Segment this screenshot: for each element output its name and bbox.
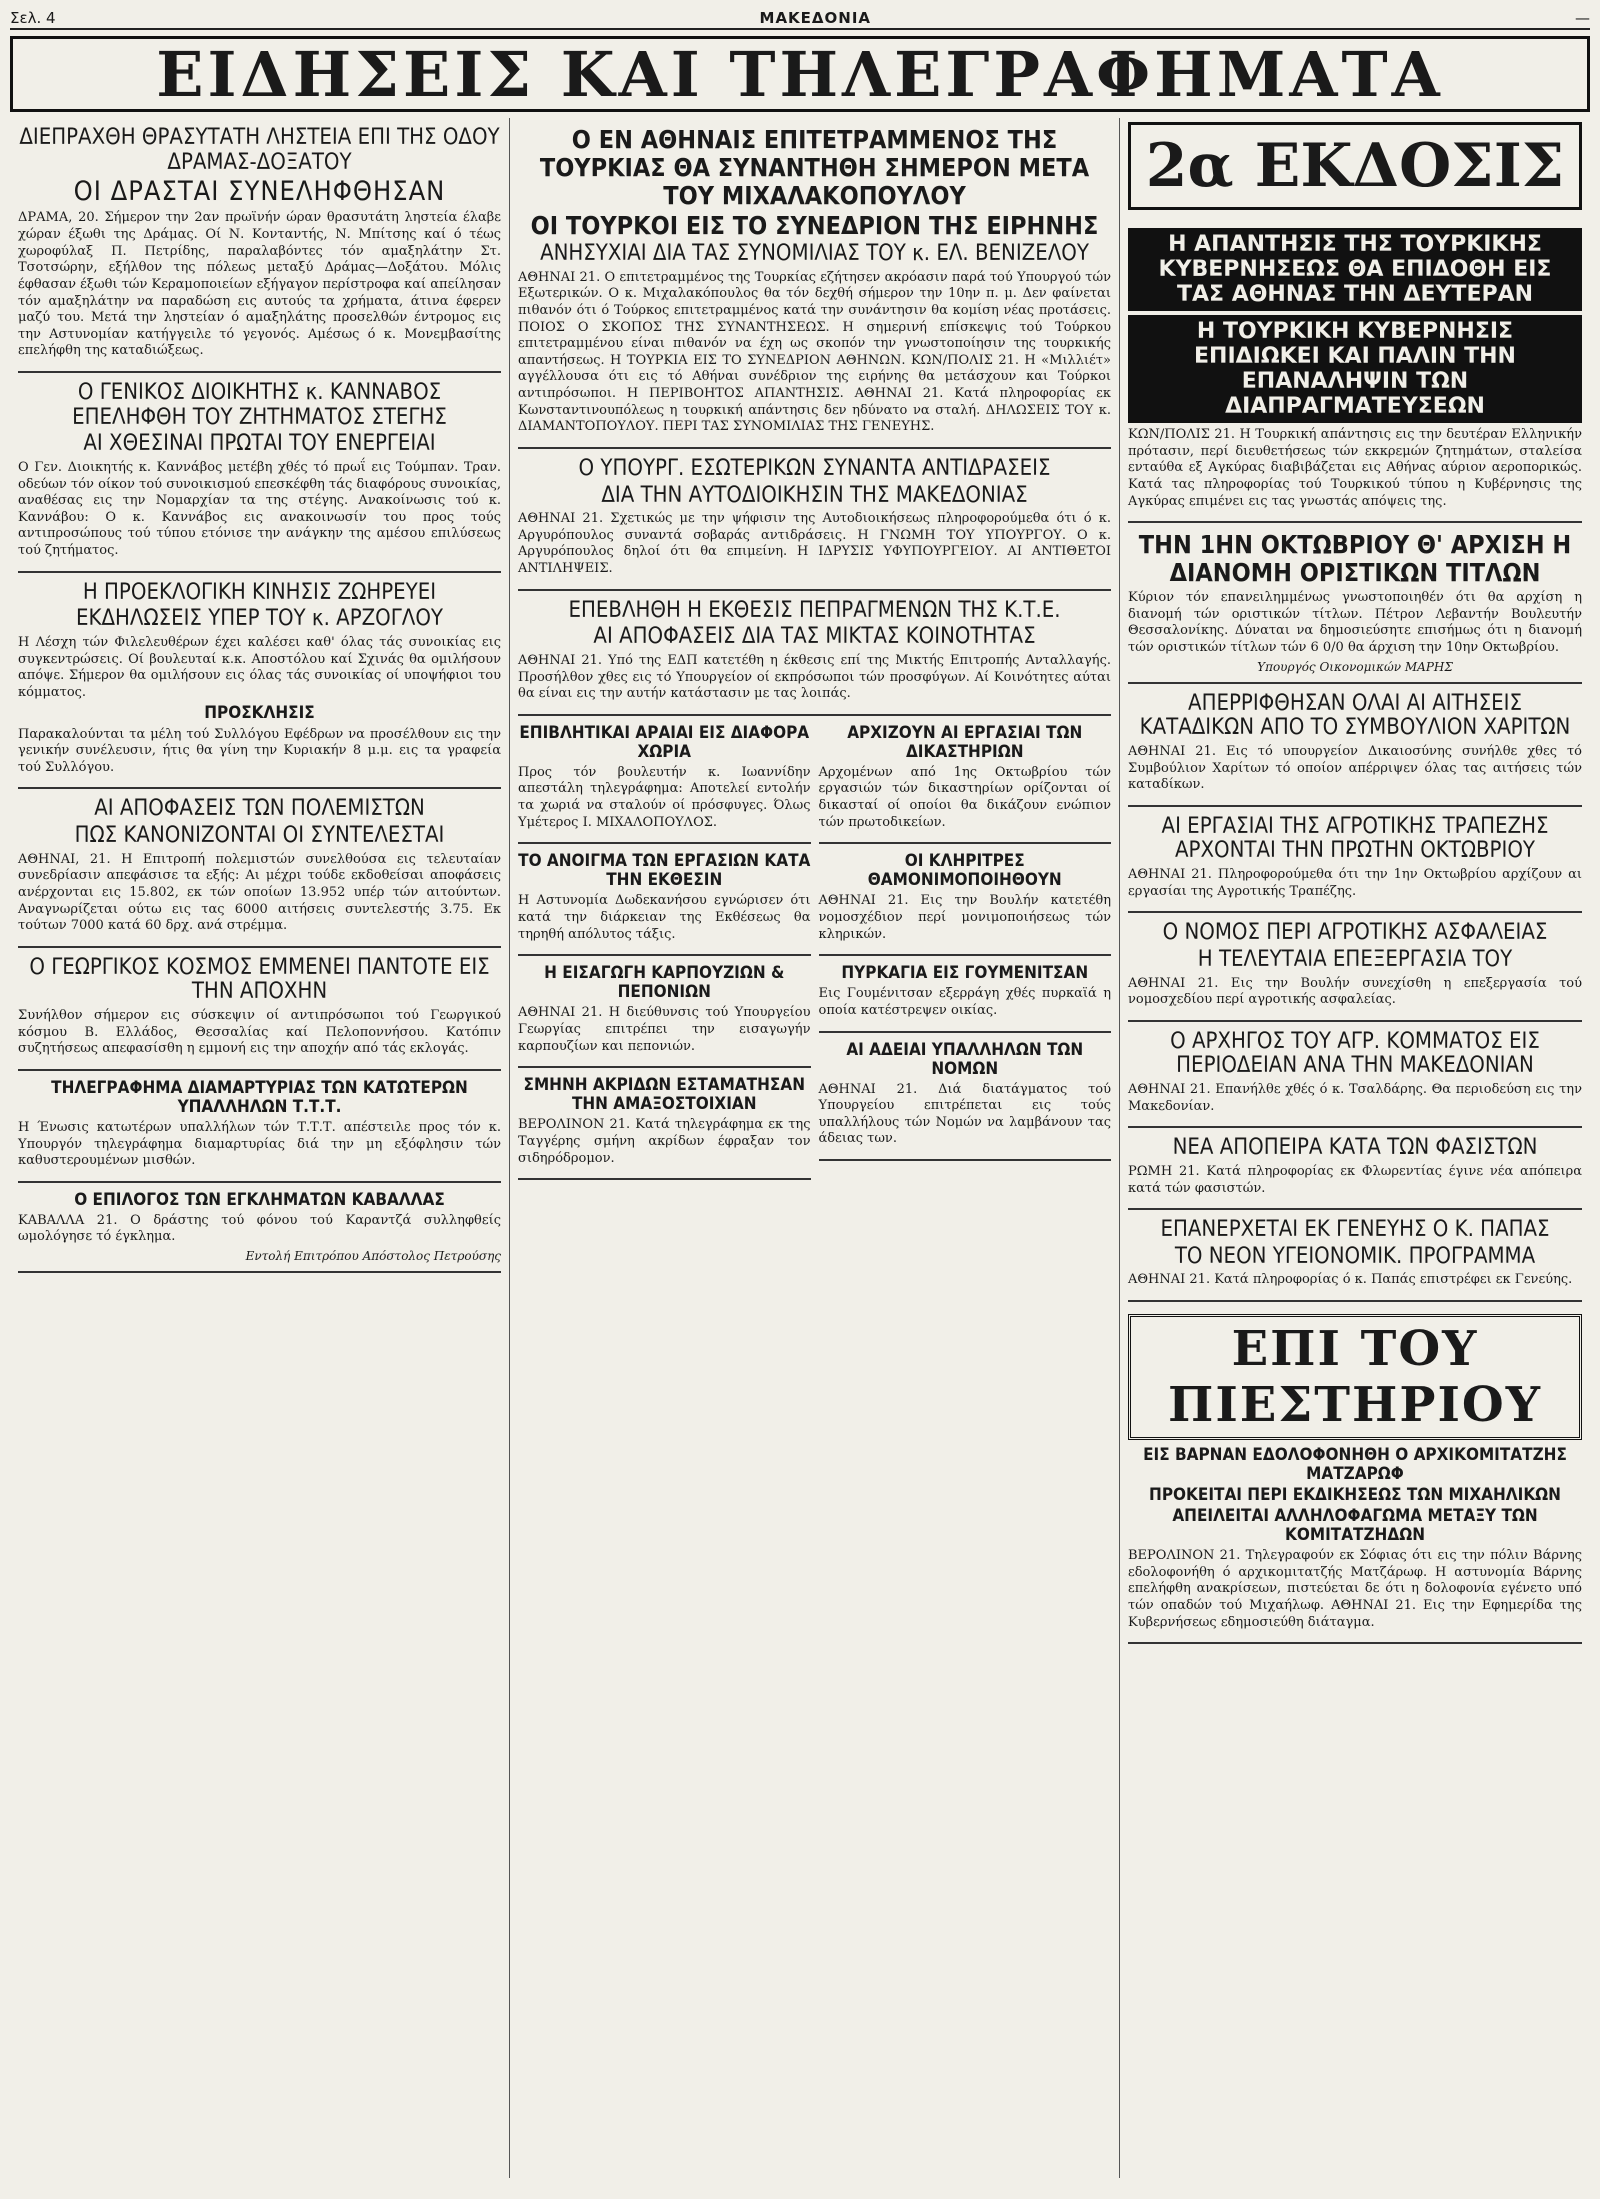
- headline: Ο ΕΝ ΑΘΗΝΑΙΣ ΕΠΙΤΕΤΡΑΜΜΕΝΟΣ ΤΗΣ ΤΟΥΡΚΙΑΣ ΘΑ ΣΥΝΑΝΤΗΘΗ ΣΗΜΕΡΟΝ ΜΕΤΑ ΤΟΥ ΜΙΧΑΛΑΚΟΠΟΥΛΟΥ: [539, 125, 1090, 210]
- subheadline: ΑΙ ΑΠΟΦΑΣΕΙΣ ΔΙΑ ΤΑΣ ΜΙΚΤΑΣ ΚΟΙΝΟΤΗΤΑΣ: [593, 624, 1036, 650]
- article-body: ΑΘΗΝΑΙ 21. Επανήλθε χθές ό κ. Τσαλδάρης. Θα περιοδεύση εις την Μακεδονίαν.: [1128, 1082, 1582, 1114]
- edition-label: 2α ΕΚΔΟΣΙΣ: [1128, 122, 1582, 210]
- article-body: Εις Γουμένιτσαν εξερράγη χθές πυρκαϊά η οποία κατέστρεψεν οικίας.: [818, 986, 1111, 1018]
- headline: Ο ΓΕΝΙΚΟΣ ΔΙΟΙΚΗΤΗΣ κ. ΚΑΝΝΑΒΟΣ ΕΠΕΛΗΦΘΗ ΤΟΥ ΖΗΤΗΜΑΤΟΣ ΣΤΕΓΗΣ: [72, 380, 447, 430]
- subheadline: ΑΙ ΧΘΕΣΙΝΑΙ ΠΡΩΤΑΙ ΤΟΥ ΕΝΕΡΓΕΙΑΙ: [83, 431, 436, 457]
- article-titles: [1128, 523, 1582, 684]
- page-header-line: [10, 8, 1590, 30]
- headline: Ο ΑΡΧΗΓΟΣ ΤΟΥ ΑΓΡ. ΚΟΜΜΑΤΟΣ ΕΙΣ ΠΕΡΙΟΔΕΙΑΝ ΑΝΑ ΤΗΝ ΜΑΚΕΔΟΝΙΑΝ: [1170, 1028, 1540, 1079]
- middle-subcolumns: [518, 716, 1111, 1180]
- section-banner: ΕΙΔΗΣΕΙΣ ΚΑΙ ΤΗΛΕΓΡΑΦΗΜΑΤΑ: [10, 36, 1590, 112]
- article-body: ΡΩΜΗ 21. Κατά πληροφορίας εκ Φλωρεντίας έγινε νέα απόπειρα κατά τών φασιστών.: [1128, 1163, 1582, 1196]
- headline: ΑΠΕΡΡΙΦΘΗΣΑΝ ΟΛΑΙ ΑΙ ΑΙΤΗΣΕΙΣ ΚΑΤΑΔΙΚΩΝ ΑΠΟ ΤΟ ΣΥΜΒΟΥΛΙΟΝ ΧΑΡΙΤΩΝ: [1139, 690, 1571, 741]
- headline: ΑΙ ΑΔΕΙΑΙ ΥΠΑΛΛΗΛΩΝ ΤΩΝ ΝΟΜΩΝ: [846, 1039, 1084, 1079]
- article-body: Κύριον τόν επανειλημμένως γνωστοποιηθέν ότι θα αρχίση η διανομή τών οριστικών τίτλων. Πέτρον Λεβαντήν Βουλευτήν Θεσσαλονίκης. Δύναται να δημοσιεύσητε επισήμως ότι η διανομή τών οριστικών τίτλων τών 6 0/0 θα άρχιση την 10ην Οκτωβρίου.: [1128, 590, 1582, 655]
- headline: ΤΟ ΑΝΟΙΓΜΑ ΤΩΝ ΕΡΓΑΣΙΩΝ ΚΑΤΑ ΤΗΝ ΕΚΘΕΣΙΝ: [518, 851, 811, 891]
- stop-press-title: ΕΠΙ ΤΟΥ ΠΙΕΣΤΗΡΙΟΥ: [1128, 1314, 1582, 1440]
- article-body: Ο Γεν. Διοικητής κ. Καννάβος μετέβη χθές τό πρωΐ εις Τούμπαν. Τραν. οδεύων τόν οίκον τού συνοικισμού επεσκέφθη τάς διαφόρους συνοικίας, αναθέσας εις την Νομαρχίαν τα της στέγης. Ανακοίνωσις τού κ. Καννάβου: Ο κ. Καννάβος εις ανακοινωσίν του προς τούς αντιπροσώπους τού τύπου ετόνισε την ανάγκην της αμέσου επιλύσεως τού ζητήματος.: [18, 459, 501, 559]
- article-body: ΒΕΡΟΛΙΝΟΝ 21. Κατά τηλεγράφημα εκ της Ταγγέρης σμήνη ακρίδων έφραξαν τον σιδηρόδρομον.: [518, 1117, 811, 1166]
- article-body: ΑΘΗΝΑΙ 21. Εις την Βουλήν συνεχίσθη η επεξεργασία τού νομοσχεδίου περί αγροτικής ασφαλείας.: [1128, 975, 1582, 1008]
- headline: Ο ΓΕΩΡΓΙΚΟΣ ΚΟΣΜΟΣ ΕΜΜΕΝΕΙ ΠΑΝΤΟΤΕ ΕΙΣ ΤΗΝ ΑΠΟΧΗΝ: [29, 954, 490, 1005]
- article-melons: [518, 956, 811, 1068]
- headline: ΕΠΕΒΛΗΘΗ Η ΕΚΘΕΣΙΣ ΠΕΠΡΑΓΜΕΝΩΝ ΤΗΣ Κ.Τ.Ε.: [568, 597, 1061, 623]
- subheadline: ΕΚΔΗΛΩΣΕΙΣ ΥΠΕΡ ΤΟΥ κ. ΑΡΖΟΓΛΟΥ: [76, 606, 443, 632]
- article-body: ΚΩΝ/ΠΟΛΙΣ 21. Η Τουρκική απάντησις εις την δευτέραν Ελληνικήν πρότασιν, περί διευθετήσεως τών εκκρεμών ζητημάτων, σταλείσα ενταύθα εξ Αγκύρας διαβιβάζεται εις Αθήνας αύριον αεροπορικώς. Κατά τας πληροφορίας τού Τουρκικού τύπου η Κυβέρνησις της Αγκύρας επιμένει εις τας γνωστάς απόψεις της.: [1128, 427, 1582, 509]
- subheadline: ΟΙ ΤΟΥΡΚΟΙ ΕΙΣ ΤΟ ΣΥΝΕΔΡΙΟΝ ΤΗΣ ΕΙΡΗΝΗΣ: [530, 211, 1099, 240]
- article-locusts: [518, 1068, 811, 1180]
- subheadline: ΠΡΟΚΕΙΤΑΙ ΠΕΡΙ ΕΚΔΙΚΗΣΕΩΣ ΤΩΝ ΜΙΧΑΗΛΙΚΩΝ: [1149, 1485, 1561, 1506]
- headline: Ο ΝΟΜΟΣ ΠΕΡΙ ΑΓΡΟΤΙΚΗΣ ΑΣΦΑΛΕΙΑΣ: [1162, 920, 1548, 946]
- article-body: ΑΘΗΝΑΙ 21. Κατά πληροφορίας ό κ. Παπάς επιστρέφει εκ Γενεύης.: [1128, 1272, 1573, 1288]
- headline: ΣΜΗΝΗ ΑΚΡΙΔΩΝ ΕΣΤΑΜΑΤΗΣΑΝ ΤΗΝ ΑΜΑΞΟΣΤΟΙΧΙΑΝ: [523, 1075, 805, 1115]
- subheadline: ΔΙΑ ΤΗΝ ΑΥΤΟΔΙΟΙΚΗΣΙΝ ΤΗΣ ΜΑΚΕΔΟΝΙΑΣ: [601, 482, 1028, 508]
- subheadline: Η ΤΟΥΡΚΙΚΗ ΚΥΒΕΡΝΗΣΙΣ ΕΠΙΔΙΩΚΕΙ ΚΑΙ ΠΑΛΙΝ ΤΗΝ ΕΠΑΝΑΛΗΨΙΝ ΤΩΝ ΔΙΑΠΡΑΓΜΑΤΕΥΣΕΩΝ: [1128, 315, 1582, 423]
- headline: Ο ΥΠΟΥΡΓ. ΕΣΩΤΕΡΙΚΩΝ ΣΥΝΑΝΤΑ ΑΝΤΙΔΡΑΣΕΙΣ: [578, 455, 1051, 481]
- article-interior-minister: [518, 449, 1111, 591]
- headline: ΑΡΧΙΖΟΥΝ ΑΙ ΕΡΓΑΣΙΑΙ ΤΩΝ ΔΙΚΑΣΤΗΡΙΩΝ: [847, 722, 1083, 762]
- article-body: Παρακαλούνται τα μέλη τού Συλλόγου Εφέδρων να προσέλθουν εις την γενικήν συνέλευσιν, ήτις θα γίνη την Κυριακήν 8 μ.μ. εις τα γραφεία τού Συλλόγου.: [18, 726, 501, 775]
- headline: Ο ΕΠΙΛΟΓΟΣ ΤΩΝ ΕΓΚΛΗΜΑΤΩΝ ΚΑΒΑΛΛΑΣ: [74, 1189, 445, 1210]
- article-veterans: [18, 789, 501, 947]
- subheadline-2: ΑΠΕΙΛΕΙΤΑΙ ΑΛΛΗΛΟΦΑΓΩΜΑ ΜΕΤΑΞΥ ΤΩΝ ΚΟΜΙΤΑΤΖΗΔΩΝ: [1172, 1506, 1538, 1546]
- article-clergy: [819, 844, 1112, 956]
- article-farmers: [18, 948, 501, 1071]
- article-fire: [819, 956, 1112, 1032]
- header-rule-end: —: [1575, 9, 1590, 27]
- newspaper-page: [10, 8, 1590, 2183]
- headline: ΟΙ ΚΛΗΡΙΤΡΕΣ ΘΑΜΟΝΙΜΟΠΟΙΗΘΟΥΝ: [867, 851, 1062, 891]
- headline: Η ΕΙΣΑΓΩΓΗ ΚΑΡΠΟΥΖΙΩΝ & ΠΕΠΟΝΙΩΝ: [544, 963, 785, 1003]
- headline: ΤΗΝ 1ΗΝ ΟΚΤΩΒΡΙΟΥ Θ' ΑΡΧΙΣΗ Η ΔΙΑΝΟΜΗ ΟΡΙΣΤΙΚΩΝ ΤΙΤΛΩΝ: [1138, 530, 1572, 588]
- headline: ΕΠΑΝΕΡΧΕΤΑΙ ΕΚ ΓΕΝΕΥΗΣ Ο Κ. ΠΑΠΑΣ: [1160, 1217, 1550, 1243]
- headline: ΔΙΕΠΡΑΧΘΗ ΘΡΑΣΥΤΑΤΗ ΛΗΣΤΕΙΑ ΕΠΙ ΤΗΣ ΟΔΟΥ ΔΡΑΜΑΣ-ΔΟΞΑΤΟΥ: [19, 125, 500, 175]
- article-agri-law: [1128, 913, 1582, 1022]
- subheadline: ΠΩΣ ΚΑΝΟΝΙΖΟΝΤΑΙ ΟΙ ΣΥΝΤΕΛΕΣΤΑΙ: [74, 823, 445, 849]
- page-number: Σελ. 4: [10, 9, 56, 27]
- article-party-leader: [1128, 1022, 1582, 1129]
- article-body: ΚΑΒΑΛΛΑ 21. Ο δράστης τού φόνου τού Καραντζά συλληφθείς ωμολόγησε τό έγκλημα.: [18, 1212, 501, 1245]
- article-body: ΑΘΗΝΑΙ 21. Υπό της ΕΔΠ κατετέθη η έκθεσις επί της Μικτής Επιτροπής Ανταλλαγής. Προσήλθον χθες εις τό Υπουργείον οί εκπρόσωποι τών προσφύγων. Αί Κοινότητες αύται θα είναι εις την αυτήν κατάστασιν με τας λοιπάς.: [518, 652, 1111, 702]
- headline: Η ΠΡΟΕΚΛΟΓΙΚΗ ΚΙΝΗΣΙΣ ΖΩΗΡΕΥΕΙ: [82, 579, 437, 605]
- article-body: ΑΘΗΝΑΙ, 21. Η Επιτροπή πολεμιστών συνελθούσα εις τελευταίαν συνεδρίασιν απεφάσισε τα εξής: Αι μέχρι τούδε εκδοθείσαι αποφάσεις ανέρχονται εις 15.802, εκ τών οποίων 13.952 υπέρ τών αιτούντων. Αναγνωρίζεται ούτω εις τας 6000 αιτήσεις συντελεστής 3.75. Εκ τούτων 7000 κατά 60 δρχ. ανά στρέμμα.: [18, 851, 501, 934]
- headline: ΝΕΑ ΑΠΟΠΕΙΡΑ ΚΑΤΑ ΤΩΝ ΦΑΣΙΣΤΩΝ: [1172, 1135, 1538, 1161]
- article-body: ΑΘΗΝΑΙ 21. Εις τό υπουργείον Δικαιοσύνης συνήλθε χθες τό Συμβούλιον Χαρίτων τό οποίον απέρριψεν όλας τας αιτήσεις τών καταδίκων.: [1128, 743, 1582, 793]
- article-courts: [819, 716, 1112, 845]
- headline: ΤΗΛΕΓΡΑΦΗΜΑ ΔΙΑΜΑΡΤΥΡΙΑΣ ΤΩΝ ΚΑΤΩΤΕΡΩΝ ΥΠΑΛΛΗΛΩΝ Τ.Τ.Τ.: [51, 1077, 468, 1117]
- subheadline: ΤΟ ΝΕΟΝ ΥΓΕΙΟΝΟΜΙΚ. ΠΡΟΓΡΑΜΜΑ: [1174, 1243, 1536, 1269]
- article-governor: [18, 373, 501, 573]
- headline: ΠΥΡΚΑΓΙΑ ΕΙΣ ΓΟΥΜΕΝΙΤΣΑΝ: [841, 963, 1089, 984]
- article-stop-press: [1128, 1302, 1582, 1644]
- article-turkish-reply: [1128, 218, 1582, 523]
- subheadline: Η ΤΕΛΕΥΤΑΙΑ ΕΠΕΞΕΡΓΑΣΙΑ ΤΟΥ: [1197, 946, 1513, 972]
- column-right: [1120, 118, 1590, 2178]
- headline: ΕΠΙΒΛΗΤΙΚΑΙ ΑΡΑΙΑΙ ΕΙΣ ΔΙΑΦΟΡΑ ΧΩΡΙΑ: [519, 722, 810, 762]
- subheadline: ΟΙ ΔΡΑΣΤΑΙ ΣΥΝΕΛΗΦΘΗΣΑΝ: [73, 176, 446, 208]
- article-villages: [518, 716, 811, 845]
- subcolumn-a: [518, 716, 811, 1180]
- article-turkey-envoy: [518, 118, 1111, 449]
- article-telegraph-protest: [18, 1071, 501, 1183]
- headline: Η ΑΠΑΝΤΗΣΙΣ ΤΗΣ ΤΟΥΡΚΙΚΗΣ ΚΥΒΕΡΝΗΣΕΩΣ ΘΑ ΕΠΙΔΟΘΗ ΕΙΣ ΤΑΣ ΑΘΗΝΑΣ ΤΗΝ ΔΕΥΤΕΡΑΝ: [1128, 228, 1582, 311]
- column-left: [10, 118, 510, 2178]
- column-middle: [510, 118, 1120, 2178]
- headline: ΑΙ ΕΡΓΑΣΙΑΙ ΤΗΣ ΑΓΡΟΤΙΚΗΣ ΤΡΑΠΕΖΗΣ ΑΡΧΟΝΤΑΙ ΤΗΝ ΠΡΩΤΗΝ ΟΚΤΩΒΡΙΟΥ: [1161, 813, 1549, 864]
- headline: ΕΙΣ ΒΑΡΝΑΝ ΕΔΟΛΟΦΟΝΗΘΗ Ο ΑΡΧΙΚΟΜΙΤΑΤΖΗΣ ΜΑΤΖΑΡΩΦ: [1143, 1445, 1567, 1485]
- headline: ΑΙ ΑΠΟΦΑΣΕΙΣ ΤΩΝ ΠΟΛΕΜΙΣΤΩΝ: [94, 796, 425, 822]
- article-body: ΑΘΗΝΑΙ 21. Ο επιτετραμμένος της Τουρκίας εζήτησεν ακρόασιν παρά τού Υπουργού τών Εξωτερικών. Ο κ. Μιχαλακόπουλος θα τόν δεχθή σήμερον την 10ην π. μ. Δεν φαίνεται πιθανόν ότι ό Τούρκος επιτετραμμένος κατά την συνάντησιν θα κομίση νέας προτάσεις. ΠΟΙΟΣ Ο ΣΚΟΠΟΣ ΤΗΣ ΣΥΝΑΝΤΗΣΕΩΣ. Η σημερινή επίσκεψις τού Τούρκου επιτετραμμένου είναι πιθανόν να έχη ως σκοπόν την γνωστοποίησιν της τουρκικής απαντήσεως. Η ΤΟΥΡΚΙΑ ΕΙΣ ΤΟ ΣΥΝΕΔΡΙΟΝ ΑΘΗΝΩΝ. ΚΩΝ/ΠΟΛΙΣ 21. Η «Μιλλιέτ» αγγέλλουσα ότι εις τό Αθήναι συνέδριον της ειρήνης θα μετάσχουν και Τούρκοι αντιπρόσωποι. Η ΠΕΡΙΒΟΗΤΟΣ ΑΠΑΝΤΗΣΙΣ. ΑΘΗΝΑΙ 21. Κατά πληροφορίας εκ Κωνσταντινουπόλεως η τουρκική απάντησις δεν ηδύνατο να σταλή. ΔΗΛΩΣΕΙΣ ΤΟΥ κ. ΔΙΑΜΑΝΤΟΠΟΥΛΟΥ. ΠΕΡΙ ΤΑΣ ΣΥΝΟΜΙΛΙΑΣ ΤΗΣ ΓΕΝΕΥΗΣ.: [518, 269, 1111, 435]
- article-body: ΔΡΑΜΑ, 20. Σήμερον την 2αν πρωϊνήν ώραν θρασυτάτη ληστεία έλαβε χώραν έξωθι της Δράμας. Οί Ν. Κονταντής, Ν. Μπίτσης καί ό τέως χωροφύλαξ Π. Πετρίδης, παραλαβόντες τόν αμαξηλάτην Στ. Τσοτσώρην, εξήλθον της πόλεως μεταξύ Δράμας—Δοξάτου. Μόλις έφθασαν έξωθι τών Κεραμοποιείων εξήγαγον περίστροφα καί απείλησαν τόν αμαξηλάτην να παραδώση εις αυτούς τα χρήματα, άτινα έφερεν μαζύ του. Μετά την ληστείαν ό αμαξηλάτης προσελθών έντρομος εις την Αστυνομίαν κατήγγειλε τό γεγονός. Αμέσως ό κ. Μονεμβασίτης επελήφθη της καταδιώξεως.: [18, 210, 501, 359]
- article-body: Η Αστυνομία Δωδεκανήσου εγνώρισεν ότι κατά την διάρκειαν της Εκθέσεως θα τηρηθή απόλυτος τάξις.: [518, 893, 811, 942]
- article-body: ΑΘΗΝΑΙ 21. Εις την Βουλήν κατετέθη νομοσχέδιον περί μονιμοποιήσεως τών κληρικών.: [818, 893, 1111, 942]
- article-pardons: [1128, 684, 1582, 807]
- article-robbery: [18, 118, 501, 373]
- article-election: [18, 573, 501, 790]
- article-body: Η Ένωσις κατωτέρων υπαλλήλων τών Τ.Τ.Τ. απέστειλε προς τόν κ. Υπουργόν τηλεγράφημα διαμαρτυρίας διά την μη εξόφλησιν τών καθυστερουμένων μισθών.: [18, 1119, 501, 1169]
- subheadline: ΠΡΟΣΚΛΗΣΙΣ: [204, 703, 315, 724]
- article-body: ΑΘΗΝΑΙ 21. Πληροφορούμεθα ότι την 1ην Οκτωβρίου αρχίζουν αι εργασίαι της Αγροτικής Τραπέζης.: [1128, 867, 1582, 899]
- signature: Εντολή Επιτρόπου Απόστολος Πετρούσης: [245, 1249, 501, 1264]
- article-body: ΑΘΗΝΑΙ 21. Σχετικώς με την ψήφισιν της Αυτοδιοικήσεως πληροφορούμεθα ότι ό κ. Αργυρόπουλος συναντά σοβαράς αντιδράσεις. Η ΓΝΩΜΗ ΤΟΥ ΥΠΟΥΡΓΟΥ. Ο κ. Αργυρόπουλος δηλοί ότι θα επιμείνη. Η ΙΔΡΥΣΙΣ ΥΦΥΠΟΥΡΓΕΙΟΥ. ΑΙ ΑΝΤΙΘΕΤΟΙ ΑΝΤΙΛΗΨΕΙΣ.: [518, 511, 1111, 576]
- subcolumn-b: [819, 716, 1112, 1180]
- signature: Υπουργός Οικονομικών ΜΑΡΗΣ: [1257, 659, 1453, 674]
- article-fascists: [1128, 1128, 1582, 1210]
- article-kte-report: [518, 591, 1111, 716]
- article-body: Προς τόν βουλευτήν κ. Ιωαννίδην απεστάλη τηλεγράφημα: Αποτελεί εντολήν τα χωριά να σταλούν οί πρόσφυγες. Όλως Υμέτερος Ι. ΜΙΧΑΛΟΠΟΥΛΟΣ.: [518, 764, 811, 830]
- subheadline-2: ΑΝΗΣΥΧΙΑΙ ΔΙΑ ΤΑΣ ΣΥΝΟΜΙΛΙΑΣ ΤΟΥ κ. ΕΛ. ΒΕΝΙΖΕΛΟΥ: [540, 241, 1089, 266]
- article-kavala: [18, 1183, 501, 1273]
- article-leave: [819, 1033, 1112, 1162]
- article-body: Συνήλθον σήμερον εις σύσκεψιν οί αντιπρόσωποι τού Γεωργικού κόσμου Β. Ελλάδος, Θεσσαλίας καί Πελοποννήσου. Κατόπιν συζητήσεως απεφασίσθη η εμμονή εις την αποχήν από τάς εκλογάς.: [18, 1008, 501, 1057]
- article-exhibition: [518, 844, 811, 956]
- columns: [10, 118, 1590, 2178]
- article-agri-bank: [1128, 807, 1582, 914]
- paper-name: ΜΑΚΕΔΟΝΙΑ: [759, 9, 872, 27]
- article-body: ΑΘΗΝΑΙ 21. Η διεύθυνσις τού Υπουργείου Γεωργίας επιτρέπει την εισαγωγήν καρπουζίων και πεπονιών.: [518, 1005, 811, 1054]
- article-body: ΑΘΗΝΑΙ 21. Διά διατάγματος τού Υπουργείου επιτρέπεται εις τούς υπαλλήλους τών Νομών να λαμβάνουν τας άδειας των.: [818, 1081, 1111, 1147]
- article-body: Αρχομένων από 1ης Οκτωβρίου τών εργασιών τών δικαστηρίων ορίζονται οί δικασταί οί οποίοι θα δικάζουν ενώπιον τών πρωτοδικείων.: [818, 764, 1111, 830]
- article-papas: [1128, 1210, 1582, 1302]
- article-body: ΒΕΡΟΛΙΝΟΝ 21. Τηλεγραφούν εκ Σόφιας ότι εις την πόλιν Βάρνης εδολοφονήθη ό αρχικομιτατζής Ματζάρωφ. Η αστυνομία Βάρνης επελήφθη ανακρίσεων, πιστεύεται δε ότι η δολοφονία εγένετο υπό τών οπαδών τού Μιχαήλωφ. ΑΘΗΝΑΙ 21. Εις την Εφημερίδα της Κυβερνήσεως εδημοσιεύθη διάταγμα.: [1128, 1548, 1582, 1630]
- article-body: Η Λέσχη τών Φιλελευθέρων έχει καλέσει καθ' όλας τάς συνοικίας εις συγκεντρώσεις. Οί βουλευταί κ.κ. Αποστόλου καί Σχινάς θα ομιλήσουν απόψε. Σήμερον θα ομιλήσουν εις όλας τάς συνοικίας οί υποψήφιοι του κόμματος.: [18, 634, 501, 700]
